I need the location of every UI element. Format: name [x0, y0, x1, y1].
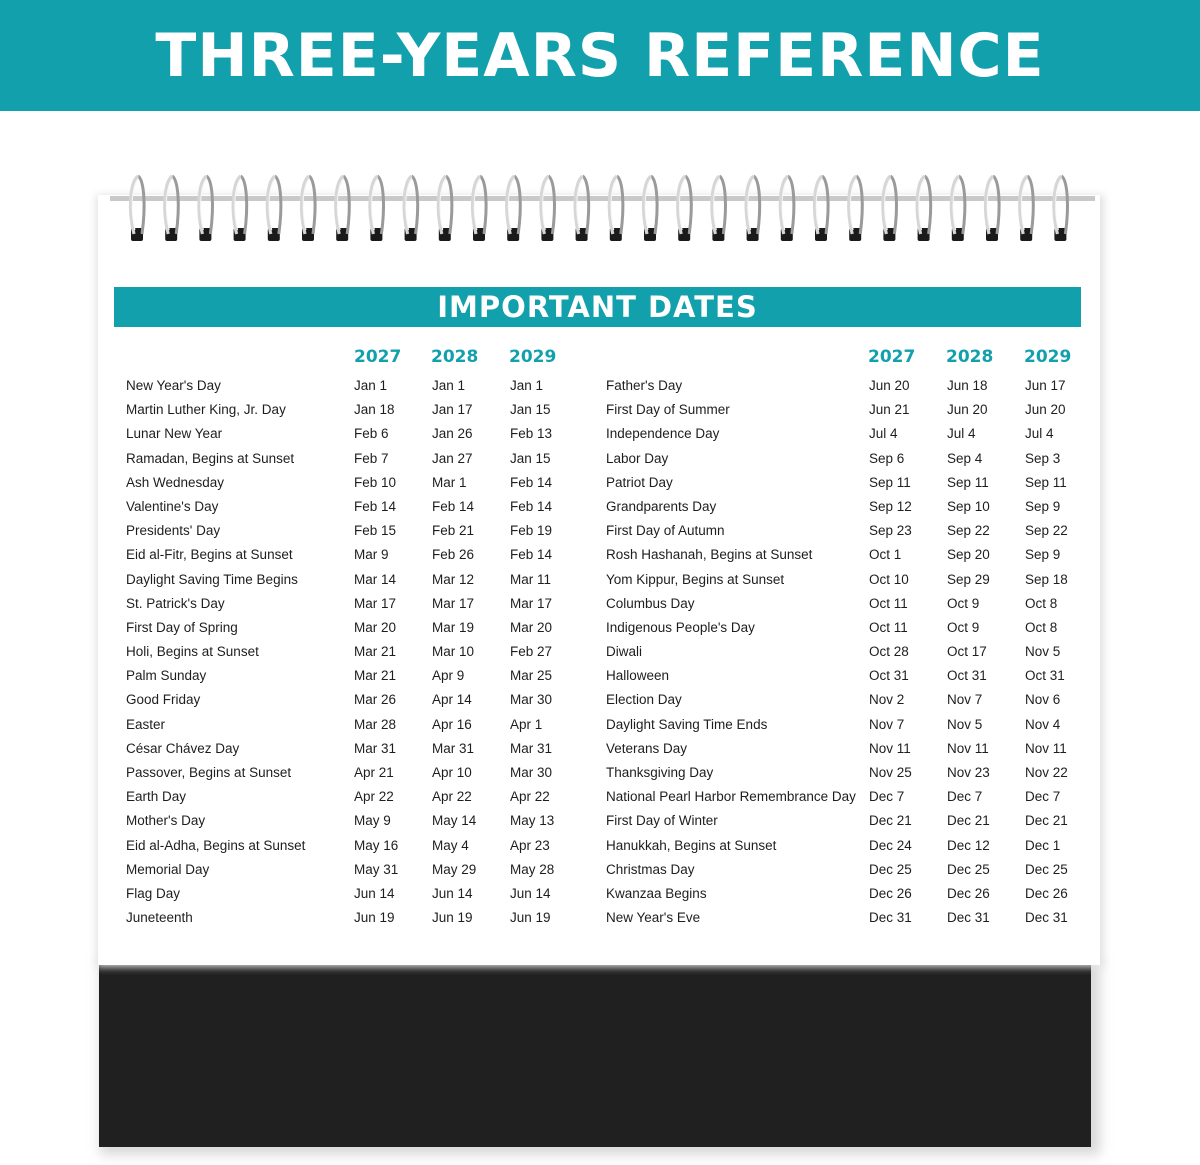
right-year-2028-heading: 2028 — [946, 347, 994, 367]
holiday-date-2027: Jan 1 — [354, 378, 388, 393]
holiday-name: Hanukkah, Begins at Sunset — [606, 837, 777, 853]
holiday-name: Halloween — [606, 668, 670, 684]
holiday-name: Earth Day — [126, 789, 187, 805]
holiday-name: Presidents' Day — [126, 523, 221, 539]
holiday-date-2028: Nov 5 — [947, 716, 983, 732]
holiday-date-2029: Jun 17 — [1025, 378, 1066, 393]
holiday-date-2027: Mar 26 — [354, 692, 397, 708]
holiday-date-2028: Feb 26 — [432, 547, 475, 563]
calendar-stand — [99, 962, 1091, 1147]
holiday-name: Yom Kippur, Begins at Sunset — [606, 571, 785, 587]
holiday-date-2029: Oct 31 — [1025, 668, 1065, 684]
holiday-date-2028: Oct 31 — [947, 668, 987, 684]
holiday-date-2028: Jun 20 — [947, 402, 988, 418]
holiday-date-2028: Sep 22 — [947, 523, 990, 539]
holiday-date-2029: Jun 14 — [510, 885, 551, 901]
left-year-2027-heading: 2027 — [354, 347, 402, 367]
holiday-date-2028: Sep 11 — [947, 474, 989, 490]
holiday-date-2029: Jun 20 — [1025, 402, 1066, 418]
holiday-name: First Day of Spring — [126, 619, 238, 635]
spiral-binding-icon — [0, 0, 1200, 250]
holiday-name: Columbus Day — [606, 595, 695, 611]
holiday-name: Lunar New Year — [126, 426, 223, 442]
holiday-date-2029: Mar 25 — [510, 668, 553, 684]
holiday-name: Eid al-Adha, Begins at Sunset — [126, 837, 306, 853]
holiday-date-2028: Jul 4 — [947, 426, 976, 442]
holiday-date-2027: Jun 21 — [869, 402, 910, 418]
holiday-name: Labor Day — [606, 450, 669, 466]
holiday-name: Father's Day — [606, 378, 683, 393]
holiday-date-2028: Jun 19 — [432, 910, 473, 926]
holiday-date-2028: Jun 14 — [432, 885, 473, 901]
holiday-date-2029: Jan 15 — [510, 450, 551, 466]
holiday-date-2029: Feb 19 — [510, 523, 553, 539]
holiday-date-2028: Jan 17 — [432, 402, 473, 418]
holiday-date-2027: Dec 24 — [869, 837, 912, 853]
holiday-name: Christmas Day — [606, 861, 695, 877]
holiday-date-2027: May 9 — [354, 813, 391, 829]
holiday-date-2028: Oct 9 — [947, 619, 980, 635]
holiday-date-2029: Mar 11 — [510, 571, 552, 587]
holiday-date-2029: Sep 3 — [1025, 450, 1061, 466]
holiday-date-2029: Apr 22 — [510, 789, 550, 805]
right-year-2027-heading: 2027 — [868, 347, 916, 367]
holiday-date-2028: Nov 11 — [947, 740, 989, 756]
holiday-date-2027: Jan 18 — [354, 402, 395, 418]
holiday-date-2028: Sep 10 — [947, 498, 990, 514]
holiday-date-2027: Apr 22 — [354, 789, 394, 805]
holiday-date-2027: Nov 11 — [869, 740, 911, 756]
holiday-date-2028: Nov 23 — [947, 765, 990, 780]
holiday-date-2027: Oct 31 — [869, 668, 909, 684]
holiday-date-2029: Mar 31 — [510, 740, 553, 756]
holiday-date-2029: Dec 31 — [1025, 910, 1068, 926]
holiday-date-2028: Mar 10 — [432, 644, 475, 660]
holiday-date-2028: Jan 1 — [432, 378, 466, 393]
holiday-date-2027: Sep 11 — [869, 474, 911, 490]
holiday-date-2029: Nov 11 — [1025, 740, 1067, 756]
left-year-2029-heading: 2029 — [509, 347, 557, 367]
holiday-name: Patriot Day — [606, 474, 673, 490]
holiday-date-2027: Nov 7 — [869, 716, 905, 732]
holiday-name: National Pearl Harbor Remembrance Day — [606, 789, 856, 805]
holiday-date-2028: Dec 25 — [947, 861, 990, 877]
holiday-name: Eid al-Fitr, Begins at Sunset — [126, 547, 293, 563]
holiday-date-2028: Apr 22 — [432, 789, 472, 805]
holiday-name: Indigenous People's Day — [606, 619, 755, 635]
holiday-date-2027: Mar 14 — [354, 571, 397, 587]
holiday-date-2029: Dec 26 — [1025, 885, 1068, 901]
holiday-name: Kwanzaa Begins — [606, 885, 707, 901]
holiday-date-2029: Nov 22 — [1025, 765, 1068, 780]
holiday-name: New Year's Eve — [606, 910, 701, 926]
holiday-date-2029: Sep 9 — [1025, 498, 1061, 514]
holiday-date-2029: Sep 22 — [1025, 523, 1068, 539]
holiday-name: Memorial Day — [126, 861, 210, 877]
holiday-date-2029: Apr 1 — [510, 716, 543, 732]
holiday-date-2028: Mar 12 — [432, 571, 475, 587]
holiday-name: Palm Sunday — [126, 668, 207, 684]
holiday-date-2027: Dec 7 — [869, 789, 905, 805]
holiday-date-2028: Mar 19 — [432, 619, 475, 635]
holiday-date-2028: Sep 29 — [947, 571, 990, 587]
holiday-date-2029: Dec 21 — [1025, 813, 1068, 829]
holiday-date-2027: Oct 11 — [869, 619, 908, 635]
holiday-date-2027: Nov 25 — [869, 765, 912, 780]
holiday-name: Valentine's Day — [126, 498, 219, 514]
holiday-name: Passover, Begins at Sunset — [126, 765, 292, 780]
holiday-name: Thanksgiving Day — [606, 765, 714, 780]
holiday-date-2029: Sep 9 — [1025, 547, 1061, 563]
holiday-date-2029: Nov 4 — [1025, 716, 1061, 732]
holiday-date-2029: Jan 15 — [510, 402, 551, 418]
holiday-date-2029: Dec 7 — [1025, 789, 1061, 805]
holiday-name: Diwali — [606, 644, 643, 660]
holiday-date-2029: Oct 8 — [1025, 619, 1058, 635]
section-title: IMPORTANT DATES — [437, 290, 758, 324]
holiday-date-2028: Feb 14 — [432, 498, 475, 514]
holiday-date-2027: Mar 21 — [354, 644, 397, 660]
holiday-date-2027: Mar 21 — [354, 668, 397, 684]
holiday-name: St. Patrick's Day — [126, 595, 225, 611]
holiday-date-2028: Dec 7 — [947, 789, 983, 805]
holiday-date-2027: Sep 6 — [869, 450, 905, 466]
holiday-date-2027: Dec 26 — [869, 885, 912, 901]
holiday-name: Daylight Saving Time Begins — [126, 571, 298, 587]
holiday-date-2029: Dec 1 — [1025, 837, 1061, 853]
banner-title: THREE-YEARS REFERENCE — [155, 20, 1045, 91]
holiday-name: First Day of Summer — [606, 402, 730, 418]
holiday-date-2027: Oct 10 — [869, 571, 909, 587]
holiday-date-2029: Feb 13 — [510, 426, 553, 442]
holiday-date-2027: Apr 21 — [354, 765, 394, 780]
holiday-date-2029: Sep 11 — [1025, 474, 1067, 490]
holiday-date-2028: Mar 1 — [432, 474, 467, 490]
holiday-date-2028: Apr 10 — [432, 765, 472, 780]
holiday-date-2029: Feb 27 — [510, 644, 553, 660]
holiday-date-2027: Oct 1 — [869, 547, 902, 563]
holiday-date-2028: Sep 4 — [947, 450, 983, 466]
holiday-date-2027: Feb 14 — [354, 498, 397, 514]
holiday-date-2027: Feb 6 — [354, 426, 389, 442]
holiday-date-2027: Sep 23 — [869, 523, 912, 539]
holiday-date-2029: Jun 19 — [510, 910, 551, 926]
holiday-date-2029: May 13 — [510, 813, 555, 829]
holiday-date-2028: Feb 21 — [432, 523, 475, 539]
holiday-date-2028: Dec 12 — [947, 837, 990, 853]
holiday-date-2028: Jan 26 — [432, 426, 473, 442]
holiday-date-2027: Jul 4 — [869, 426, 898, 442]
holiday-name: Flag Day — [126, 885, 181, 901]
holiday-name: Juneteenth — [126, 910, 193, 926]
holiday-date-2027: Dec 31 — [869, 910, 912, 926]
holiday-date-2027: Feb 15 — [354, 523, 397, 539]
holiday-date-2029: Jan 1 — [510, 378, 544, 393]
holiday-date-2029: Dec 25 — [1025, 861, 1068, 877]
holiday-date-2027: Mar 9 — [354, 547, 389, 563]
holiday-date-2027: Mar 31 — [354, 740, 397, 756]
left-year-2028-heading: 2028 — [431, 347, 479, 367]
holiday-date-2028: Apr 9 — [432, 668, 465, 684]
holiday-date-2028: Apr 14 — [432, 692, 472, 708]
holiday-date-2027: May 31 — [354, 861, 399, 877]
holiday-date-2027: May 16 — [354, 837, 399, 853]
holiday-date-2028: Jan 27 — [432, 450, 473, 466]
holiday-date-2027: Mar 28 — [354, 716, 397, 732]
holiday-date-2029: May 28 — [510, 861, 555, 877]
holiday-date-2029: Sep 18 — [1025, 571, 1068, 587]
important-dates-header — [114, 287, 1081, 327]
holiday-name: Ramadan, Begins at Sunset — [126, 450, 295, 466]
holiday-name: Grandparents Day — [606, 498, 717, 514]
holiday-date-2029: Jul 4 — [1025, 426, 1054, 442]
holiday-date-2027: Sep 12 — [869, 498, 912, 514]
holiday-name: First Day of Autumn — [606, 523, 725, 539]
holiday-date-2028: May 14 — [432, 813, 477, 829]
holiday-date-2028: May 29 — [432, 861, 477, 877]
holiday-date-2029: Mar 30 — [510, 765, 553, 780]
holiday-date-2028: Dec 21 — [947, 813, 990, 829]
holiday-date-2029: Feb 14 — [510, 498, 553, 514]
holiday-date-2029: Oct 8 — [1025, 595, 1058, 611]
right-year-2029-heading: 2029 — [1024, 347, 1072, 367]
holiday-date-2027: Oct 28 — [869, 644, 909, 660]
holiday-date-2027: Jun 14 — [354, 885, 395, 901]
holiday-name: Martin Luther King, Jr. Day — [126, 402, 286, 418]
holiday-date-2029: Nov 6 — [1025, 692, 1061, 708]
holiday-date-2029: Mar 20 — [510, 619, 553, 635]
holiday-name: César Chávez Day — [126, 740, 240, 756]
holiday-name: Ash Wednesday — [126, 474, 225, 490]
holiday-date-2028: Nov 7 — [947, 692, 983, 708]
holiday-date-2027: Nov 2 — [869, 692, 905, 708]
holiday-name: Good Friday — [126, 692, 201, 708]
holiday-date-2028: Oct 17 — [947, 644, 987, 660]
holiday-date-2028: May 4 — [432, 837, 469, 853]
holiday-date-2027: Mar 17 — [354, 595, 397, 611]
holiday-date-2029: Feb 14 — [510, 474, 553, 490]
holiday-date-2029: Mar 17 — [510, 595, 553, 611]
holiday-date-2027: Mar 20 — [354, 619, 397, 635]
holiday-name: Rosh Hashanah, Begins at Sunset — [606, 547, 813, 563]
holiday-name: Daylight Saving Time Ends — [606, 716, 768, 732]
holiday-name: Easter — [126, 716, 166, 732]
holiday-date-2028: Dec 26 — [947, 885, 990, 901]
holiday-date-2029: Feb 14 — [510, 547, 553, 563]
holiday-name: New Year's Day — [126, 378, 221, 393]
holiday-name: First Day of Winter — [606, 813, 718, 829]
holiday-date-2028: Sep 20 — [947, 547, 990, 563]
holiday-date-2027: Oct 11 — [869, 595, 908, 611]
holiday-date-2028: Apr 16 — [432, 716, 472, 732]
holiday-date-2028: Jun 18 — [947, 378, 988, 393]
holiday-date-2028: Oct 9 — [947, 595, 980, 611]
holiday-date-2027: Jun 20 — [869, 378, 910, 393]
holiday-date-2027: Jun 19 — [354, 910, 395, 926]
holiday-date-2027: Dec 25 — [869, 861, 912, 877]
holiday-date-2028: Mar 31 — [432, 740, 475, 756]
holiday-date-2027: Feb 7 — [354, 450, 389, 466]
holiday-date-2029: Mar 30 — [510, 692, 553, 708]
holiday-date-2029: Apr 23 — [510, 837, 550, 853]
holiday-date-2028: Mar 17 — [432, 595, 475, 611]
holiday-name: Election Day — [606, 692, 682, 708]
holiday-name: Independence Day — [606, 426, 720, 442]
holiday-date-2027: Dec 21 — [869, 813, 912, 829]
holiday-date-2027: Feb 10 — [354, 474, 397, 490]
holiday-name: Veterans Day — [606, 740, 688, 756]
holiday-name: Holi, Begins at Sunset — [126, 644, 259, 660]
holiday-date-2028: Dec 31 — [947, 910, 990, 926]
holiday-date-2029: Nov 5 — [1025, 644, 1061, 660]
holiday-name: Mother's Day — [126, 813, 206, 829]
